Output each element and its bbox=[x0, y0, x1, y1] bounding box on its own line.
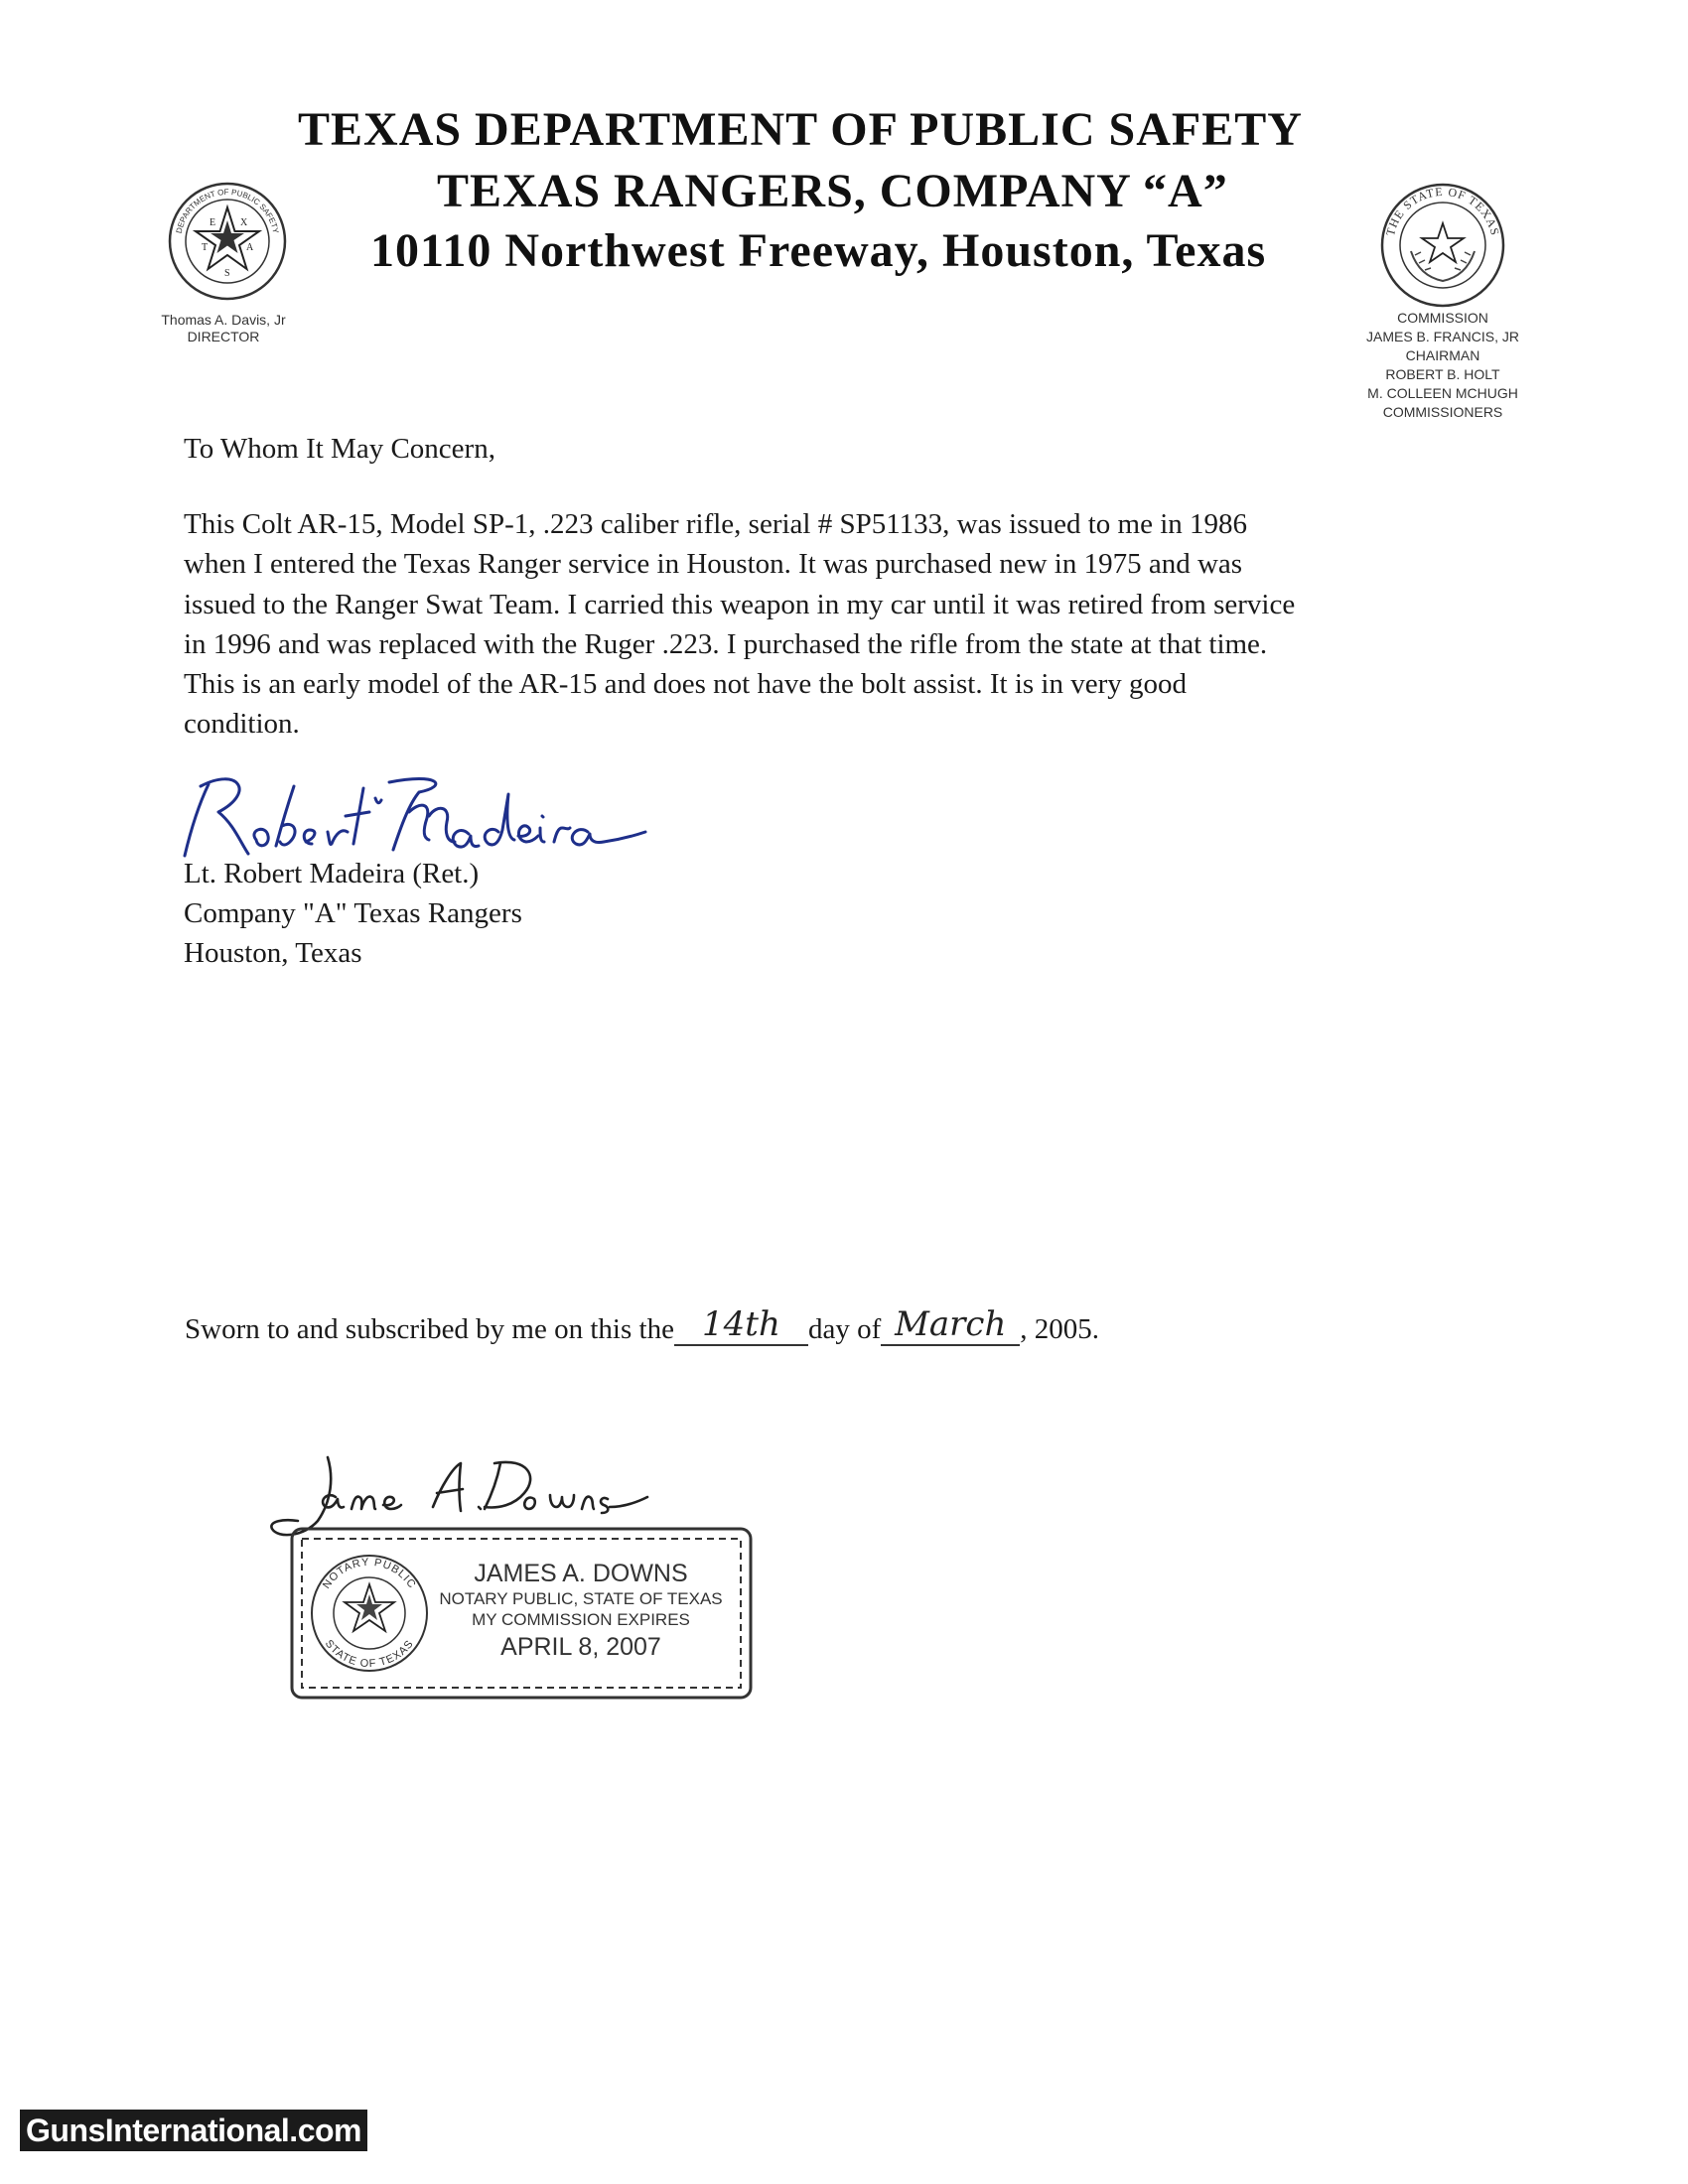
notary-commission-label: MY COMMISSION EXPIRES bbox=[472, 1610, 690, 1629]
director-title: DIRECTOR bbox=[187, 329, 260, 344]
commission-chair-name: JAMES B. FRANCIS, JR bbox=[1365, 329, 1520, 344]
dps-seal-letter: A bbox=[246, 242, 254, 253]
notary-commission-date: APRIL 8, 2007 bbox=[500, 1633, 661, 1661]
notary-title: NOTARY PUBLIC, STATE OF TEXAS bbox=[439, 1589, 723, 1608]
letter-body-line: This Colt AR-15, Model SP-1, .223 caliber rifle, serial # SP51133, was issued to me in 1986 bbox=[184, 508, 1248, 540]
commission-label: COMMISSION bbox=[1397, 310, 1488, 326]
dps-seal-letter: X bbox=[240, 217, 248, 228]
sworn-month-blank bbox=[881, 1304, 1020, 1346]
dps-seal-letter: T bbox=[202, 242, 209, 253]
signer-location: Houston, Texas bbox=[184, 937, 362, 969]
sworn-month-handwritten: March bbox=[895, 1304, 1007, 1344]
letter-body-line: condition. bbox=[184, 708, 300, 741]
letter-salutation: To Whom It May Concern, bbox=[184, 433, 495, 465]
commission-block bbox=[1319, 309, 1567, 422]
sworn-day-blank bbox=[674, 1304, 808, 1346]
notary-stamp-text bbox=[417, 1559, 745, 1664]
svg-text:THE STATE OF TEXAS bbox=[1383, 185, 1502, 237]
commission-member: ROBERT B. HOLT bbox=[1385, 366, 1500, 382]
notary-seal-ring-bottom: STATE OF TEXAS bbox=[322, 1637, 417, 1671]
sworn-suffix: , 2005. bbox=[1020, 1313, 1099, 1345]
commission-chair-title: CHAIRMAN bbox=[1405, 347, 1480, 363]
signer-unit: Company "A" Texas Rangers bbox=[184, 897, 522, 929]
letter-body-line: in 1996 and was replaced with the Ruger .223. I purchased the rifle from the state at that time. bbox=[184, 627, 1268, 660]
dps-seal-letter: S bbox=[224, 268, 230, 279]
commission-member: M. COLLEEN MCHUGH bbox=[1367, 385, 1518, 401]
letter-body-line: issued to the Ranger Swat Team. I carried this weapon in my car until it was retired from service bbox=[184, 588, 1296, 620]
sworn-day-handwritten: 14th bbox=[702, 1304, 780, 1344]
dps-seal-letter: E bbox=[210, 217, 216, 228]
sworn-middle: day of bbox=[807, 1313, 882, 1345]
letterhead-line-address: 10110 Northwest Freeway, Houston, Texas bbox=[370, 224, 1267, 277]
letterhead-line-agency: TEXAS DEPARTMENT OF PUBLIC SAFETY bbox=[298, 103, 1303, 156]
notary-name: JAMES A. DOWNS bbox=[474, 1560, 688, 1587]
sworn-prefix: Sworn to and subscribed by me on this the bbox=[185, 1313, 674, 1345]
state-of-texas-seal-icon bbox=[1379, 182, 1506, 309]
signer-name: Lt. Robert Madeira (Ret.) bbox=[184, 858, 480, 889]
letterhead-line-company: TEXAS RANGERS, COMPANY “A” bbox=[437, 165, 1228, 217]
director-block bbox=[119, 312, 328, 345]
signer-block bbox=[184, 854, 522, 973]
commission-members-title: COMMISSIONERS bbox=[1382, 404, 1503, 420]
letter-body-line: when I entered the Texas Ranger service in Houston. It was purchased new in 1975 and was bbox=[184, 548, 1243, 581]
notary-seal-ring-top: NOTARY PUBLIC bbox=[320, 1556, 419, 1591]
letter-body-line: This is an early model of the AR-15 and does not have the bolt assist. It is in very good bbox=[184, 668, 1188, 701]
sworn-statement bbox=[185, 1304, 1099, 1346]
dps-seal-icon bbox=[167, 181, 288, 302]
director-name: Thomas A. Davis, Jr bbox=[161, 312, 286, 328]
state-seal-ring-text: THE STATE OF TEXAS bbox=[1382, 184, 1503, 238]
letter-body bbox=[184, 504, 1514, 745]
site-watermark: GunsInternational.com bbox=[20, 2110, 367, 2151]
svg-text:STATE OF TEXAS bbox=[323, 1638, 416, 1670]
dps-seal-ring-text: DEPARTMENT OF PUBLIC SAFETY bbox=[174, 187, 281, 234]
